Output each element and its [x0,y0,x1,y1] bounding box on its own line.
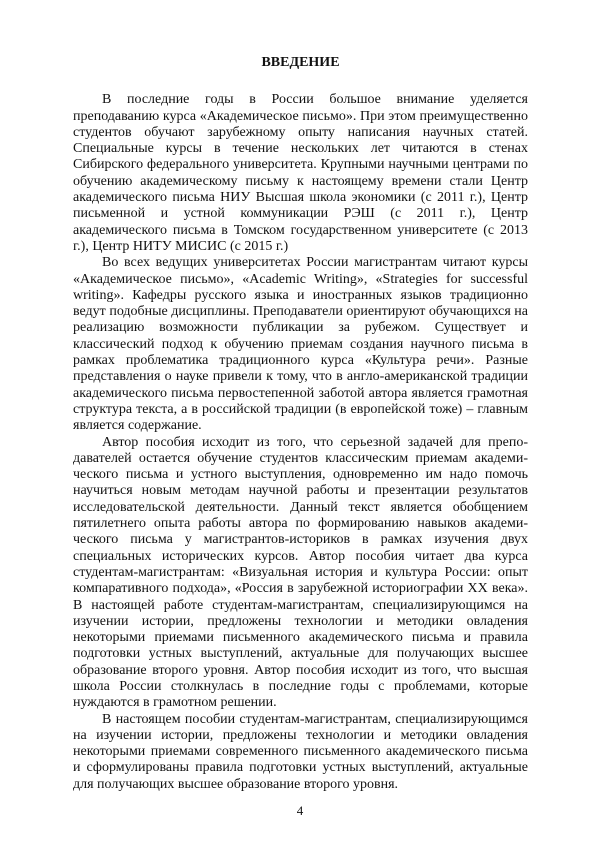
document-page [73,55,528,793]
paragraph-3: Автор пособия исходит из того, что серьезной задачей для преподавателей остается обучение студентов классическим приемам академического письма и устного выступления, одновременно им надо помочь научиться новым методам научной работы и презентации результатов исследовательской деятельности. Данный текст является обобщением пятилетнего опыта работы автора по формированию навыков академического письма у магистрантов-историков в рамках изучения двух специальных исторических курсов. Автор пособия читает два курса студентам-магистрантам: «Визуальная история и культура России: опыт компаративного подхода», «Россия в зарубежной историографии XX века». В настоящей работе студентам-магистрантам, специализирующимся на изучении истории, предложены технологии и методики овладения некоторыми приемами письменного академического письма и правила подготовки устных выступлений, актуальные для получающих высшее образование второго уровня. Автор пособия исходит из того, что высшая школа России столкнулась в последние годы с проблемами, которые нуждаются в грамотном решении. [73,434,528,711]
page-number: 4 [296,803,304,818]
paragraph-1: В последние годы в России большое внимание уделяется преподаванию курса «Академическое письмо». При этом преимущественно студентов обучают зарубежному опыту написания научных статей. Специальные курсы в течение нескольких лет читаются в стенах Сибирского федерального университета. Крупными научными центрами по обучению академическому письму к настоящему времени стали Центр академического письма НИУ Высшая школа экономики (с 2011 г.), Центр письменной и устной коммуникации РЭШ (с 2011 г.), Центр академического письма в Томском государственном университете (с 2013 г.), Центр НИТУ МИСИС (с 2015 г.) [73,92,528,254]
paragraph-4: В настоящем пособии студентам-магистрантам, специализирующимся на изучении истории, предложены технологии и методики овладения некоторыми приемами современного письменного академического письма и сформулированы правила подготовки устных выступлений, актуальные для получающих высшее образование второго уровня. [73,711,528,792]
document-title: ВВЕДЕНИЕ [261,55,340,70]
paragraph-2: Во всех ведущих университетах России магистрантам читают курсы «Академическое письмо», «Academic Writing», «Strategies for successful writing». Кафедры русского языка и иностранных языков традиционно ведут подобные дисциплины. Преподаватели ориентируют обучающихся на реализацию возможности публикации за рубежом. Существует и классический подход к обучению приемам создания научного письма в рамках проблематика традиционного курса «Культура речи». Разные представления о науке привели к тому, что в англо-американской традиции академического письма первостепенной заботой автора является грамотная структура текста, а в российской традиции (в европейской тоже) – главным является содержание. [73,255,528,434]
